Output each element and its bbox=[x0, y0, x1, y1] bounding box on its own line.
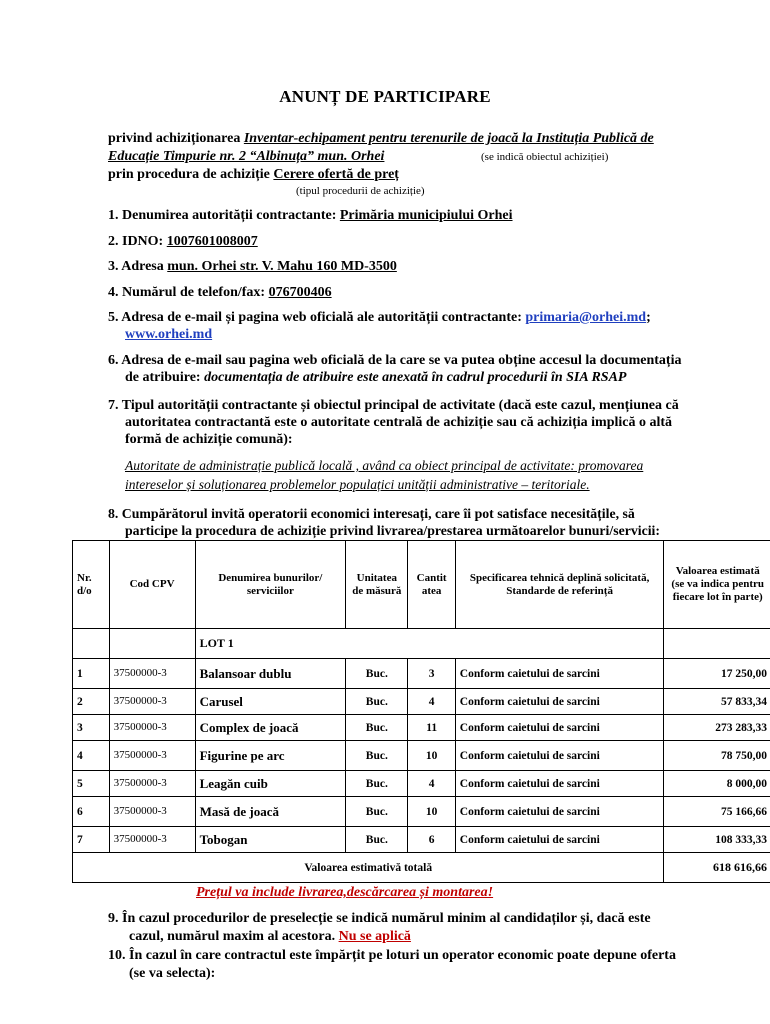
intro-line-2 bbox=[108, 149, 384, 165]
item-10-line-1: 10. În cazul în care contractul este împărțit pe loturi un operator economic poate depune oferta bbox=[108, 948, 676, 963]
item-7-answer-1: Autoritate de administrație publică locală , având ca obiect principal de activitate: promovarea bbox=[125, 458, 644, 473]
separator: ; bbox=[646, 310, 651, 325]
row-value: 75 166,66 bbox=[664, 797, 770, 827]
row-name: Masă de joacă bbox=[195, 797, 346, 827]
table-header-row bbox=[73, 541, 770, 629]
row-value: 57 833,34 bbox=[664, 689, 770, 715]
row-cpv: 37500000-3 bbox=[109, 797, 195, 827]
header-cpv: Cod CPV bbox=[109, 541, 195, 629]
row-value: 8 000,00 bbox=[664, 771, 770, 797]
documentation-access: documentația de atribuire este anexată în cadrul procedurii în SIA RSAP bbox=[204, 370, 627, 385]
row-unit: Buc. bbox=[346, 659, 408, 689]
item-4 bbox=[108, 285, 332, 301]
row-unit: Buc. bbox=[346, 827, 408, 853]
header-value: Valoarea estimată (se va indica pentru fiecare lot în parte) bbox=[664, 541, 770, 629]
row-cpv: 37500000-3 bbox=[109, 659, 195, 689]
procurement-subject: Inventar-echipament pentru terenurile de joacă la Instituția Publică de bbox=[243, 131, 654, 146]
row-qty: 6 bbox=[408, 827, 455, 853]
procedure-note: (tipul procedurii de achiziție) bbox=[296, 185, 425, 197]
row-name: Tobogan bbox=[195, 827, 346, 853]
item-7-line-3: formă de achiziție comună): bbox=[125, 432, 293, 447]
item-3-label: 3. Adresa bbox=[108, 259, 168, 274]
item-8-line-2: participe la procedura de achiziție privind livrarea/prestarea următoarelor bunuri/servicii: bbox=[125, 523, 660, 538]
item-3 bbox=[108, 259, 397, 275]
row-value: 78 750,00 bbox=[664, 741, 770, 771]
procedure-prefix: prin procedura de achiziție bbox=[108, 167, 274, 182]
header-unit: Unitatea de măsură bbox=[346, 541, 408, 629]
row-unit: Buc. bbox=[346, 689, 408, 715]
authority-name: Primăria municipiului Orhei bbox=[339, 208, 513, 223]
intro-prefix: privind achiziționarea bbox=[108, 131, 244, 146]
row-name: Leagăn cuib bbox=[195, 771, 346, 797]
row-qty: 3 bbox=[408, 659, 455, 689]
table-row bbox=[73, 659, 770, 689]
row-spec: Conform caietului de sarcini bbox=[455, 715, 664, 741]
item-1-label: 1. Denumirea autorității contractante: bbox=[108, 208, 340, 223]
address-value: mun. Orhei str. V. Mahu 160 MD-3500 bbox=[167, 259, 397, 274]
row-nr: 5 bbox=[73, 771, 110, 797]
row-qty: 11 bbox=[408, 715, 455, 741]
goods-table bbox=[72, 540, 770, 883]
item-5 bbox=[108, 310, 651, 326]
row-unit: Buc. bbox=[346, 771, 408, 797]
row-qty: 10 bbox=[408, 741, 455, 771]
item-6-line-2 bbox=[125, 370, 626, 386]
row-qty: 4 bbox=[408, 771, 455, 797]
website-link[interactable]: www.orhei.md bbox=[125, 327, 213, 342]
row-cpv: 37500000-3 bbox=[109, 715, 195, 741]
table-row bbox=[73, 741, 770, 771]
item-5-label: 5. Adresa de e-mail și pagina web oficială ale autorității contractante: bbox=[108, 310, 526, 325]
row-cpv: 37500000-3 bbox=[109, 689, 195, 715]
item-9-line-1: 9. În cazul procedurilor de preselecție se indică numărul minim al candidaților și, dacă este bbox=[108, 911, 651, 926]
item-6-line-1: 6. Adresa de e-mail sau pagina web oficială de la care se va putea obține accesul la documentația bbox=[108, 353, 682, 368]
total-value: 618 616,66 bbox=[664, 853, 770, 883]
item-2 bbox=[108, 234, 258, 250]
item-7-line-1: 7. Tipul autorității contractante și obiectul principal de activitate (dacă este cazul, mențiunea că bbox=[108, 398, 679, 413]
item-9-line-2 bbox=[129, 929, 411, 945]
row-spec: Conform caietului de sarcini bbox=[455, 659, 664, 689]
item-1 bbox=[108, 208, 513, 224]
item-10-line-2: (se va selecta): bbox=[129, 966, 216, 981]
phone-value: 076700406 bbox=[268, 285, 332, 300]
row-name: Carusel bbox=[195, 689, 346, 715]
row-cpv: 37500000-3 bbox=[109, 741, 195, 771]
procedure-type: Cerere ofertă de preț bbox=[273, 167, 399, 182]
row-name: Balansoar dublu bbox=[195, 659, 346, 689]
page-title: ANUNȚ DE PARTICIPARE bbox=[279, 87, 491, 106]
row-qty: 10 bbox=[408, 797, 455, 827]
row-spec: Conform caietului de sarcini bbox=[455, 689, 664, 715]
row-unit: Buc. bbox=[346, 715, 408, 741]
subject-note: (se indică obiectul achiziției) bbox=[481, 151, 609, 163]
item-2-label: 2. IDNO: bbox=[108, 234, 167, 249]
email-link[interactable]: primaria@orhei.md bbox=[525, 310, 647, 325]
row-cpv: 37500000-3 bbox=[109, 771, 195, 797]
row-value: 273 283,33 bbox=[664, 715, 770, 741]
total-label: Valoarea estimativă totală bbox=[73, 853, 664, 883]
row-nr: 7 bbox=[73, 827, 110, 853]
header-name: Denumirea bunurilor/ serviciilor bbox=[195, 541, 346, 629]
total-row bbox=[73, 853, 770, 883]
row-spec: Conform caietului de sarcini bbox=[455, 741, 664, 771]
table-row bbox=[73, 771, 770, 797]
row-cpv: 37500000-3 bbox=[109, 827, 195, 853]
item-6-prefix: de atribuire: bbox=[125, 370, 205, 385]
item-8-line-1: 8. Cumpărătorul invită operatorii economici interesați, care îi pot satisface necesitățile, să bbox=[108, 506, 635, 521]
header-qty: Cantit atea bbox=[408, 541, 455, 629]
table-row bbox=[73, 689, 770, 715]
row-unit: Buc. bbox=[346, 741, 408, 771]
lot-label: LOT 1 bbox=[195, 629, 664, 659]
lot-row bbox=[73, 629, 770, 659]
row-name: Complex de joacă bbox=[195, 715, 346, 741]
row-spec: Conform caietului de sarcini bbox=[455, 797, 664, 827]
row-nr: 6 bbox=[73, 797, 110, 827]
table-row bbox=[73, 797, 770, 827]
row-spec: Conform caietului de sarcini bbox=[455, 771, 664, 797]
idno-value: 1007601008007 bbox=[166, 234, 258, 249]
row-value: 17 250,00 bbox=[664, 659, 770, 689]
row-nr: 4 bbox=[73, 741, 110, 771]
table-row bbox=[73, 715, 770, 741]
row-qty: 4 bbox=[408, 689, 455, 715]
item-9-prefix: cazul, numărul maxim al acestora. bbox=[129, 929, 339, 944]
not-applicable: Nu se aplică bbox=[338, 929, 411, 944]
row-unit: Buc. bbox=[346, 797, 408, 827]
intro-line-3 bbox=[108, 167, 399, 183]
item-4-label: 4. Numărul de telefon/fax: bbox=[108, 285, 269, 300]
row-nr: 2 bbox=[73, 689, 110, 715]
item-5-web bbox=[125, 327, 212, 343]
row-name: Figurine pe arc bbox=[195, 741, 346, 771]
table-row bbox=[73, 827, 770, 853]
item-7-answer-2: intereselor și soluționarea problemelor populațici unității administrative – teritoriale. bbox=[125, 477, 590, 492]
row-value: 108 333,33 bbox=[664, 827, 770, 853]
header-spec: Specificarea tehnică deplină solicitată, Standarde de referință bbox=[455, 541, 664, 629]
intro-line-1 bbox=[108, 131, 654, 147]
header-nr: Nr. d/o bbox=[73, 541, 110, 629]
procurement-subject-cont: Educație Timpurie nr. 2 “Albinuța” mun. Orhei bbox=[108, 149, 385, 164]
row-nr: 3 bbox=[73, 715, 110, 741]
price-note: Prețul va include livrarea,descărcarea și montarea! bbox=[196, 885, 494, 900]
item-7-line-2: autoritatea contractantă este o autoritate centrală de achiziție sau că achiziția implică o altă bbox=[125, 415, 673, 430]
row-spec: Conform caietului de sarcini bbox=[455, 827, 664, 853]
row-nr: 1 bbox=[73, 659, 110, 689]
